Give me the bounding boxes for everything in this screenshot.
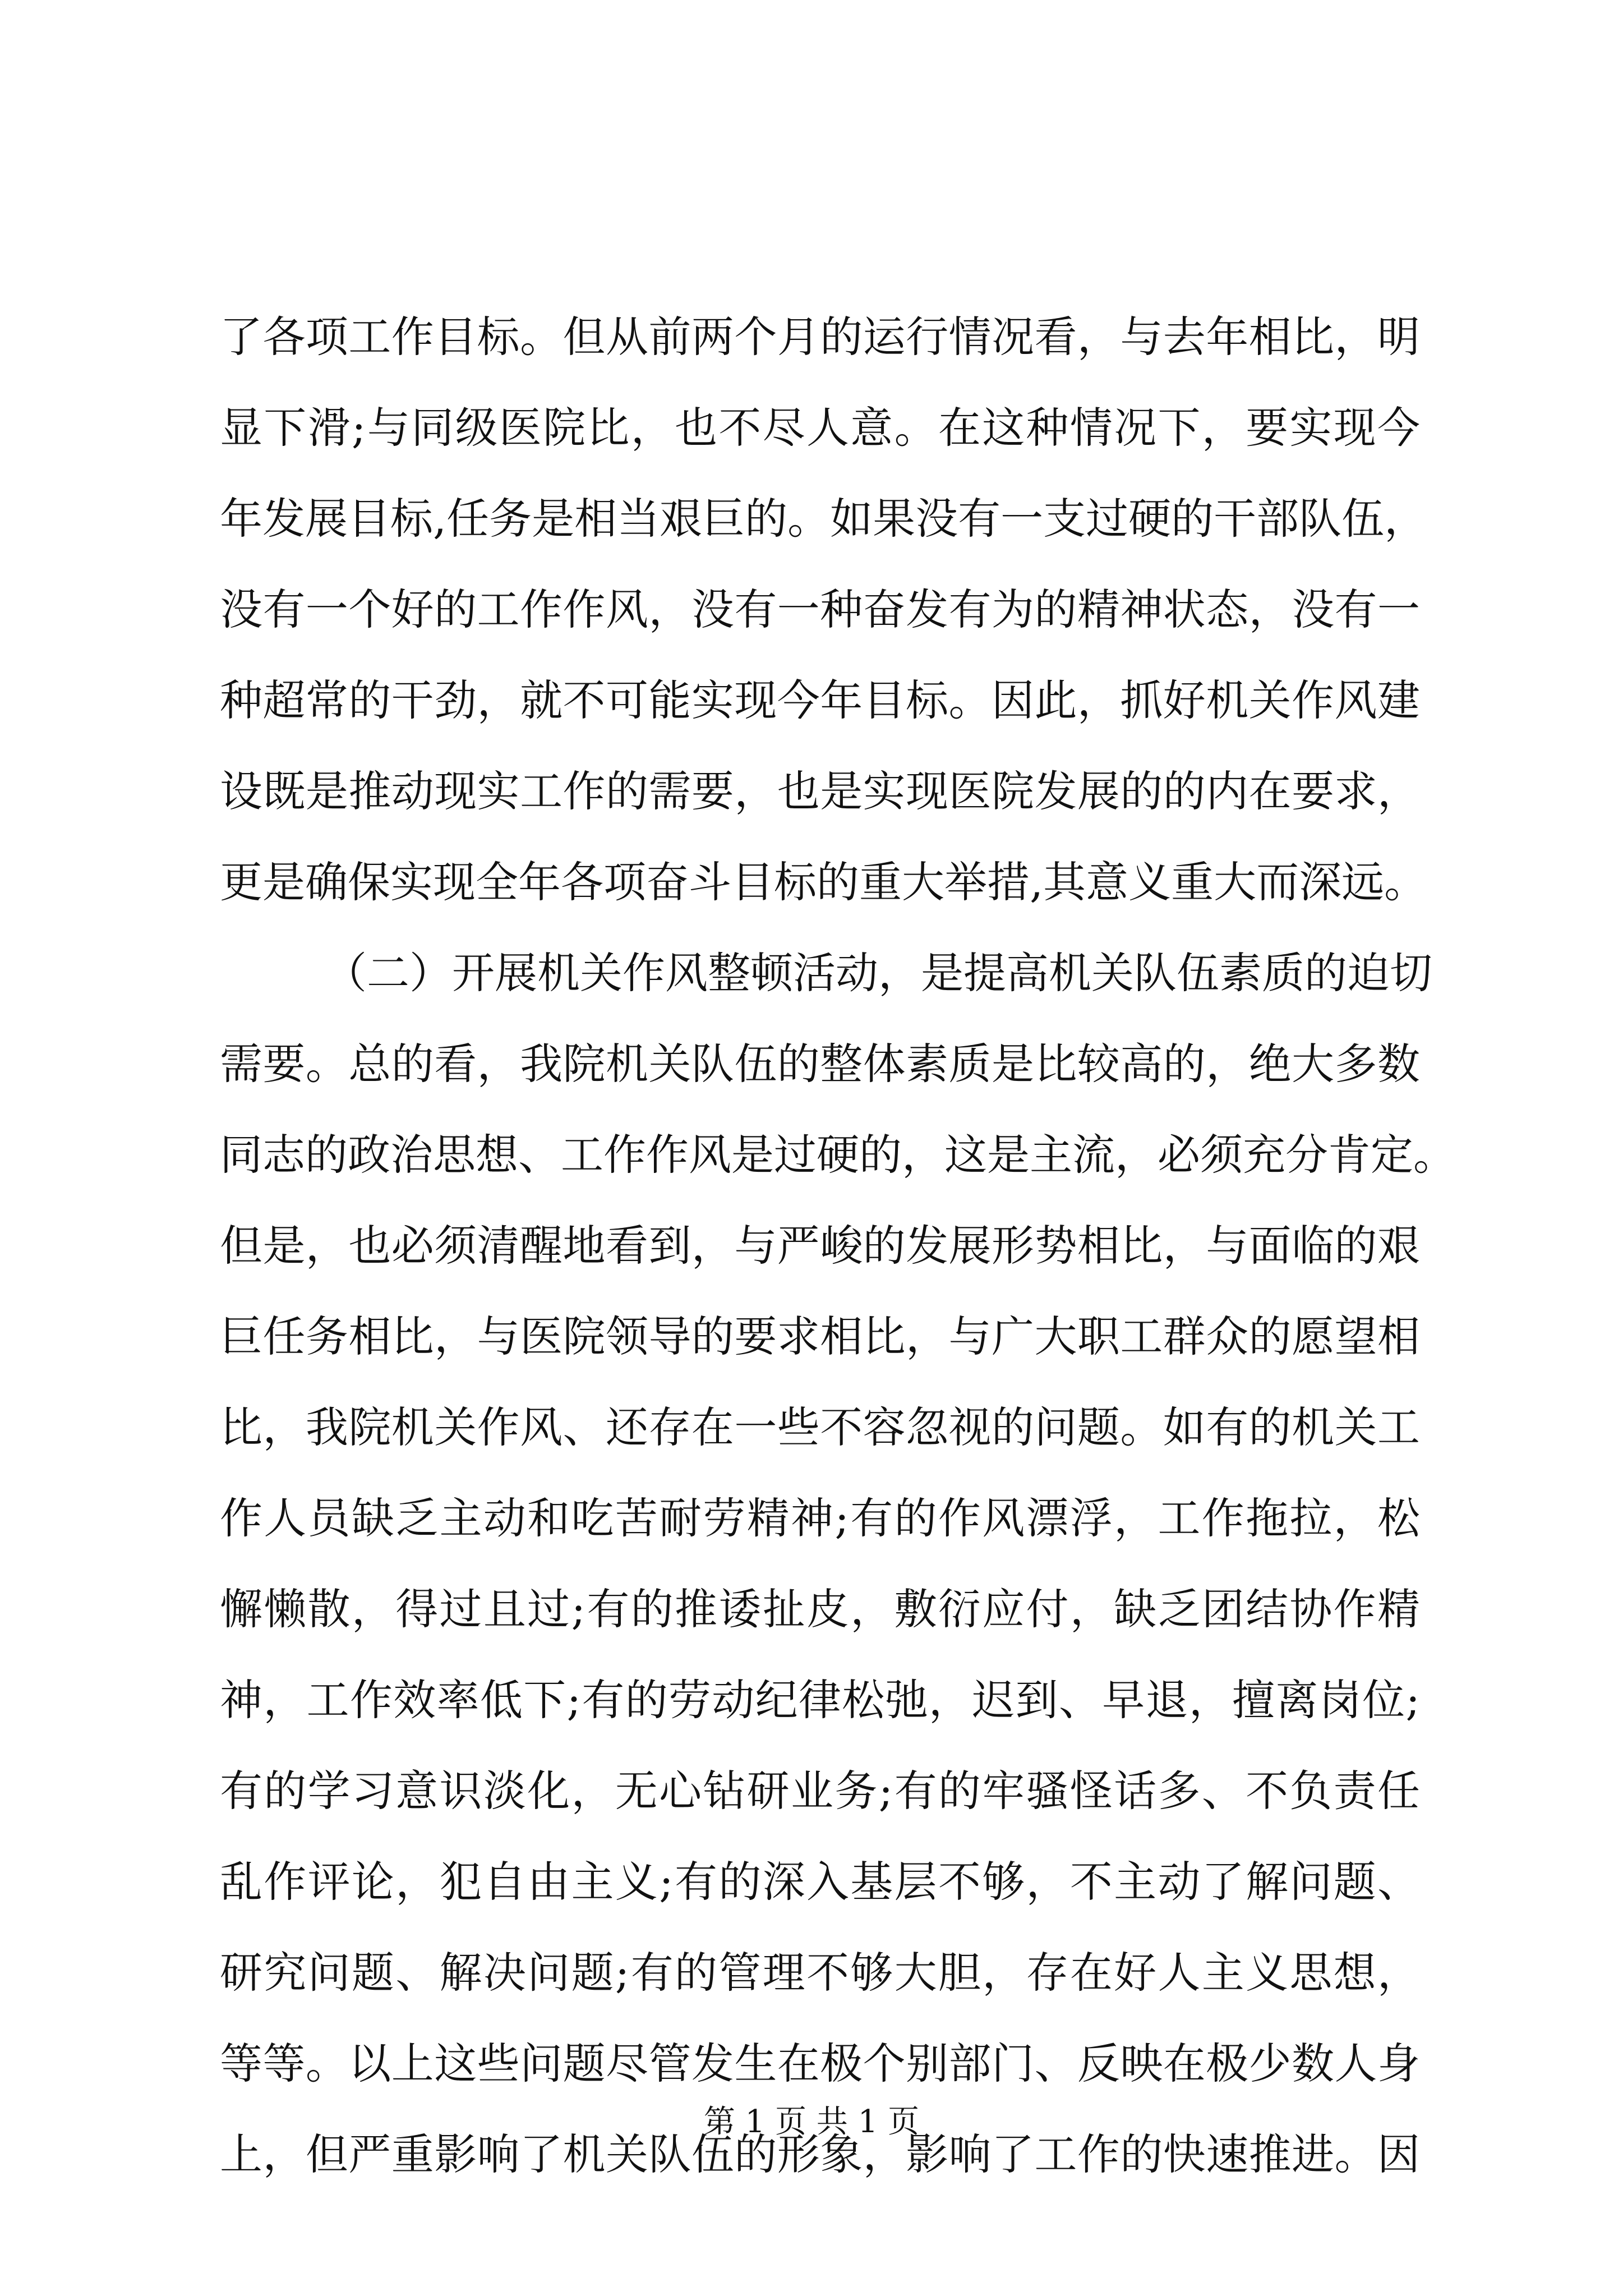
page-number-footer: 第 1 页 共 1 页 xyxy=(703,2104,920,2140)
text-line: 种超常的干劲，就不可能实现今年目标。因此，抓好机关作风建 xyxy=(220,675,1420,725)
text-line: 巨任务相比，与医院领导的要求相比，与广大职工群众的愿望相 xyxy=(220,1312,1420,1361)
text-line: 显下滑;与同级医院比，也不尽人意。在这种情况下，要实现今 xyxy=(220,403,1420,453)
text-line: 同志的政治思想、工作作风是过硬的，这是主流，必须充分肯定。 xyxy=(220,1130,1456,1180)
text-line: 等等。以上这些问题尽管发生在极个别部门、反映在极少数人身 xyxy=(220,2039,1420,2088)
paragraph-2 xyxy=(220,928,1456,2200)
text-line: 作人员缺乏主动和吃苦耐劳精神;有的作风漂浮，工作拖拉，松 xyxy=(220,1493,1420,1543)
text-line: 设既是推动现实工作的需要，也是实现医院发展的的内在要求， xyxy=(220,766,1420,816)
text-line: 没有一个好的工作作风，没有一种奋发有为的精神状态，没有一 xyxy=(220,585,1420,634)
document-body xyxy=(220,292,1456,2200)
text-line: 乱作评论，犯自由主义;有的深入基层不够，不主动了解问题、 xyxy=(220,1857,1420,1907)
text-line: 比，我院机关作风、还存在一些不容忽视的问题。如有的机关工 xyxy=(220,1402,1420,1452)
text-line: 研究问题、解决问题;有的管理不够大胆，存在好人主义思想， xyxy=(220,1948,1420,1998)
text-line: 但是，也必须清醒地看到，与严峻的发展形势相比，与面临的艰 xyxy=(220,1221,1420,1271)
text-line: 神，工作效率低下;有的劳动纪律松弛，迟到、早退，擅离岗位; xyxy=(220,1675,1420,1725)
text-line: 懈懒散，得过且过;有的推诿扯皮，敷衍应付，缺乏团结协作精 xyxy=(220,1584,1420,1634)
text-line: 需要。总的看，我院机关队伍的整体素质是比较高的，绝大多数 xyxy=(220,1039,1420,1089)
text-line: 了各项工作目标。但从前两个月的运行情况看，与去年相比，明 xyxy=(220,312,1420,362)
text-line: 更是确保实现全年各项奋斗目标的重大举措,其意义重大而深远。 xyxy=(220,857,1427,907)
text-line: 上，但严重影响了机关队伍的形象，影响了工作的快速推进。因 xyxy=(220,2129,1420,2179)
text-line: （二）开展机关作风整顿活动，是提高机关队伍素质的迫切 xyxy=(324,948,1432,998)
paragraph-1 xyxy=(220,292,1427,928)
text-line: 有的学习意识淡化，无心钻研业务;有的牢骚怪话多、不负责任 xyxy=(220,1766,1420,1816)
text-line: 年发展目标,任务是相当艰巨的。如果没有一支过硬的干部队伍， xyxy=(220,494,1427,544)
